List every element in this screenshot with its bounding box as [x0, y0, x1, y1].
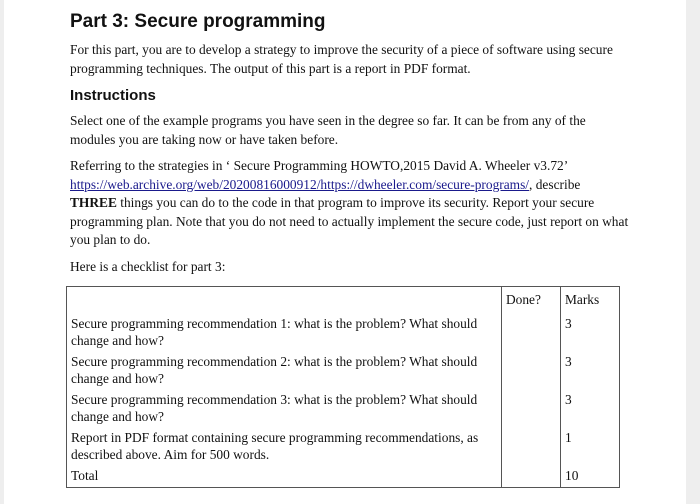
- table-header-row: [67, 287, 620, 314]
- row-marks: 3: [561, 389, 620, 427]
- reference-bold-three: THREE: [70, 195, 117, 210]
- document-page: [4, 0, 686, 504]
- header-item: [67, 287, 502, 314]
- instructions-heading: Instructions: [70, 87, 156, 104]
- row-marks: 1: [561, 427, 620, 465]
- wheeler-howto-link[interactable]: https://web.archive.org/web/20200816000912/https://dwheeler.com/secure-programs/: [70, 176, 530, 192]
- reference-paragraph: [70, 157, 630, 250]
- table-row: [67, 427, 620, 465]
- total-label: Total: [67, 465, 502, 488]
- row-item: Secure programming recommendation 2: what is the problem? What should change and how?: [67, 351, 502, 389]
- row-done: [502, 427, 561, 465]
- page-title: Part 3: Secure programming: [70, 11, 326, 32]
- checklist-table: [66, 286, 620, 488]
- select-program-paragraph: Select one of the example programs you have seen in the degree so far. It can be from any of the modules you are taking now or have taken before.: [70, 113, 586, 147]
- table-row: [67, 351, 620, 389]
- reference-text-after: things you can do to the code in that program to improve its security. Report your secure programming plan. Note that you do not need to actually implement the secure code, just report on what you plan to do.: [70, 195, 629, 247]
- total-marks: 10: [561, 465, 620, 488]
- intro-paragraph: For this part, you are to develop a strategy to improve the security of a piece of software using secure programming techniques. The output of this part is a report in PDF format.: [70, 42, 613, 76]
- row-item: Report in PDF format containing secure programming recommendations, as described above. Aim for 500 words.: [67, 427, 502, 465]
- header-done: Done?: [502, 287, 561, 314]
- row-marks: 3: [561, 313, 620, 351]
- row-done: [502, 351, 561, 389]
- document-content: [70, 10, 630, 276]
- total-done: [502, 465, 561, 488]
- reference-text-mid: , describe: [529, 176, 581, 192]
- row-item: Secure programming recommendation 1: what is the problem? What should change and how?: [67, 313, 502, 351]
- row-done: [502, 389, 561, 427]
- reference-text-before: Referring to the strategies in ‘ Secure Programming HOWTO,2015 David A. Wheeler v3.72’: [70, 158, 568, 173]
- table-total-row: [67, 465, 620, 488]
- table-row: [67, 313, 620, 351]
- checklist-intro: Here is a checklist for part 3:: [70, 258, 226, 274]
- header-marks: Marks: [561, 287, 620, 314]
- row-done: [502, 313, 561, 351]
- page-edge-right: [686, 0, 700, 504]
- row-marks: 3: [561, 351, 620, 389]
- row-item: Secure programming recommendation 3: what is the problem? What should change and how?: [67, 389, 502, 427]
- table-row: [67, 389, 620, 427]
